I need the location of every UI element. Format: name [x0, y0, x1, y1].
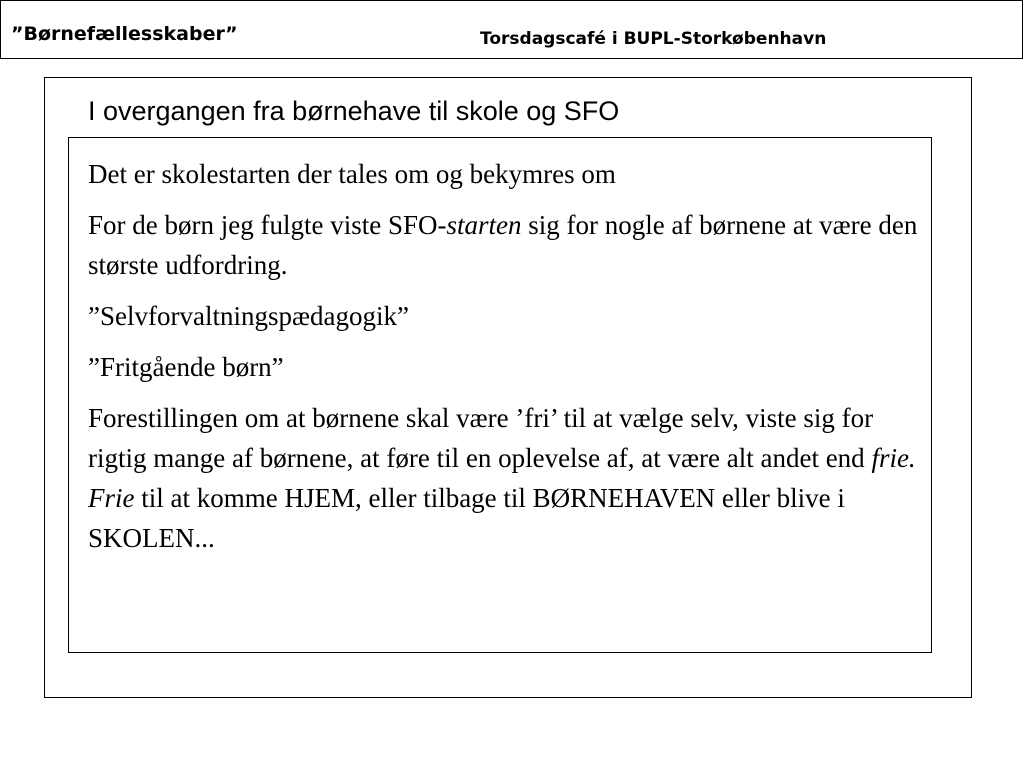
header-left-title: ”Børnefællesskaber”: [11, 23, 238, 45]
bullet-1: [88, 154, 918, 194]
bullet-3-text: ”Selvforvaltningspædagogik”: [88, 301, 409, 331]
header-bar: [0, 0, 1023, 59]
bullet-list: [88, 154, 918, 569]
bullet-5-emphasis-2: Frie: [88, 483, 135, 513]
bullet-2-text-end: sig for nogle af børnene at være den største udfordring.: [88, 210, 918, 280]
header-right-title: Torsdagscafé i BUPL-Storkøbenhavn: [480, 29, 827, 49]
bullet-5-emphasis-1: frie.: [871, 443, 916, 473]
bullet-2-text-start: For de børn jeg fulgte viste SFO-: [88, 210, 447, 240]
slide-title: I overgangen fra børnehave til skole og SFO: [88, 96, 620, 126]
bullet-5-text-start: Forestillingen om at børnene skal være ’fri’ til at vælge selv, viste sig for rigtig mange af børnene, at føre til en oplevelse af, at være alt andet end: [88, 403, 874, 473]
bullet-5-text-end: til at komme HJEM, eller tilbage til BØRNEHAVEN eller blive i SKOLEN...: [88, 483, 845, 553]
bullet-3: [88, 296, 918, 336]
bullet-2: [88, 205, 918, 285]
bullet-1-text: Det er skolestarten der tales om og bekymres om: [88, 159, 616, 189]
bullet-2-emphasis: starten: [446, 210, 522, 240]
bullet-5: [88, 398, 918, 558]
bullet-4: [88, 347, 918, 387]
bullet-4-text: ”Fritgående børn”: [88, 352, 284, 382]
